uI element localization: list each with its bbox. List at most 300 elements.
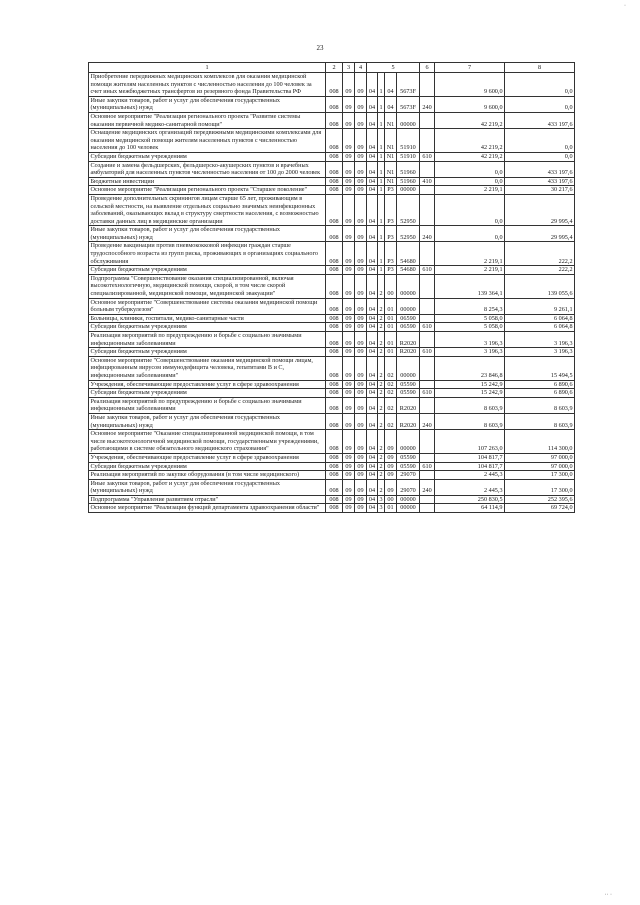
cell-amount-8: 29 995,4 <box>505 226 575 242</box>
cell-code-5c: 01 <box>385 323 397 332</box>
header-col-2: 2 <box>326 63 343 73</box>
row-name: Подпрограмма "Управление развитием отрасли" <box>89 495 326 504</box>
cell-code-2: 008 <box>326 332 343 348</box>
cell-amount-7: 0,0 <box>435 177 505 186</box>
row-name: Учреждения, обеспечивающие предоставление услуг в сфере здравоохранения <box>89 453 326 462</box>
row-name: Иные закупки товаров, работ и услуг для обеспечения государственных (муниципальных) нужд <box>89 96 326 112</box>
cell-code-6: 610 <box>420 348 435 357</box>
cell-code-5d: 06590 <box>397 323 420 332</box>
cell-code-5b: 2 <box>379 471 383 479</box>
row-name: Проведение вакцинации против пневмококковой инфекции граждан старше трудоспособного возраста из групп риска, проживающих в организациях социального обслуживания <box>89 242 326 266</box>
cell-code-2: 008 <box>326 471 343 480</box>
cell-code-5b: 1 <box>378 161 385 177</box>
cell-code-5b: 1 <box>378 194 385 225</box>
cell-code-5a: 04 <box>367 479 378 495</box>
cell-code-5d: 00000 <box>397 186 420 195</box>
cell-code-3: 09 <box>343 161 355 177</box>
cell-code-5c: P3 <box>385 186 397 195</box>
cell-code-3: 09 <box>343 298 355 314</box>
cell-code-5d: 06590 <box>397 314 420 323</box>
cell-code-2: 008 <box>326 152 343 161</box>
cell-code-5a: 04 <box>367 356 378 380</box>
table-row <box>89 298 575 314</box>
cell-code-6 <box>420 332 435 348</box>
cell-code-2: 008 <box>326 112 343 128</box>
cell-code-6 <box>420 380 435 389</box>
cell-code-5b: 1 <box>379 177 383 185</box>
row-name: Реализация мероприятий по предупреждению и борьбе с социально значимыми инфекционными заболеваниями <box>89 332 326 348</box>
cell-code-5c: 02 <box>385 397 397 413</box>
cell-code-5c: 00 <box>385 495 397 504</box>
cell-code-5d: R2020 <box>397 348 420 357</box>
corner-mark-top: · <box>624 3 626 9</box>
cell-code-2: 008 <box>326 129 343 153</box>
cell-amount-7: 42 219,2 <box>435 112 505 128</box>
cell-code-5b: 1 <box>379 152 383 160</box>
cell-code-5d: 51910 <box>397 152 420 161</box>
header-col-3: 3 <box>343 63 355 73</box>
cell-code-2: 008 <box>326 177 343 186</box>
cell-amount-7: 2 445,3 <box>435 471 505 480</box>
cell-code-6: 610 <box>420 462 435 471</box>
row-name: Основное мероприятие "Совершенствование оказания медицинской помощи лицам, инфицированным вирусом иммунодефицита человека, гепатитами В и С, инфекционными заболеваниями" <box>89 356 326 380</box>
cell-code-5b: 2 <box>378 479 385 495</box>
cell-amount-8: 433 197,6 <box>505 177 575 186</box>
cell-code-5b: 3 <box>379 495 383 503</box>
cell-code-5a: 04 <box>367 453 378 462</box>
cell-code-5a: 04 <box>367 298 378 314</box>
cell-amount-8: 15 494,5 <box>505 356 575 380</box>
table-row <box>89 152 575 161</box>
cell-code-4: 09 <box>355 380 367 389</box>
cell-code-5d: 00000 <box>397 356 420 380</box>
row-name: Проведение дополнительных скринингов лицам старше 65 лет, проживающим в сельской местности, на выявление отдельных социально значимых неинфекционных заболеваний, оказывающих вклад в структуру смертности населения, с возможностью доставки данных лиц в медицинские организации <box>89 194 326 225</box>
cell-amount-8: 6 890,6 <box>505 380 575 389</box>
cell-code-6 <box>420 242 435 266</box>
cell-code-5d: 54680 <box>397 242 420 266</box>
cell-amount-7: 0,0 <box>435 161 505 177</box>
cell-code-4: 09 <box>355 504 367 513</box>
cell-code-5a: 04 <box>367 397 378 413</box>
cell-code-5d: 05590 <box>397 389 420 398</box>
cell-code-4: 09 <box>355 266 367 275</box>
cell-amount-8: 433 197,6 <box>505 161 575 177</box>
cell-code-2: 008 <box>326 186 343 195</box>
cell-code-4: 09 <box>355 242 367 266</box>
cell-code-5b: 2 <box>378 298 385 314</box>
cell-code-5a: 04 <box>367 323 378 332</box>
cell-code-2: 008 <box>326 242 343 266</box>
table-row <box>89 397 575 413</box>
cell-code-6 <box>420 453 435 462</box>
table-row <box>89 323 575 332</box>
table-row <box>89 177 575 186</box>
cell-code-5c: 09 <box>385 453 397 462</box>
row-name: Субсидии бюджетным учреждениям <box>89 323 326 332</box>
cell-code-5c: N1 <box>385 129 397 153</box>
cell-code-4: 09 <box>355 298 367 314</box>
cell-amount-8: 6 064,8 <box>505 323 575 332</box>
table-row <box>89 462 575 471</box>
cell-code-6 <box>420 73 435 97</box>
cell-amount-8: 17 300,0 <box>505 471 575 480</box>
cell-code-6 <box>420 161 435 177</box>
row-name: Основное мероприятие "Реализация регионального проекта "Старшее поколение" <box>89 186 326 195</box>
cell-code-5d: 5673F <box>397 73 420 97</box>
cell-amount-7: 15 242,9 <box>435 389 505 398</box>
cell-code-5b: 2 <box>379 462 383 470</box>
table-row <box>89 226 575 242</box>
cell-code-4: 09 <box>355 430 367 454</box>
cell-amount-7: 8 603,9 <box>435 413 505 429</box>
cell-code-5c: N1 <box>385 161 397 177</box>
budget-table <box>88 62 575 513</box>
cell-code-5c: 01 <box>385 348 397 357</box>
cell-code-3: 09 <box>343 177 355 186</box>
row-name: Основное мероприятие "Совершенствование системы оказания медицинской помощи больным туберкулезом" <box>89 298 326 314</box>
cell-code-4: 09 <box>355 413 367 429</box>
cell-code-6: 240 <box>420 479 435 495</box>
cell-code-6: 410 <box>420 177 435 186</box>
row-name: Основное мероприятие "Реализация регионального проекта "Развитие системы оказания первичной медико-санитарной помощи" <box>89 112 326 128</box>
cell-code-5d: 00000 <box>397 298 420 314</box>
cell-code-5a: 04 <box>367 380 378 389</box>
cell-code-5b: 2 <box>378 413 385 429</box>
cell-code-5b: 2 <box>379 380 383 388</box>
cell-code-5a: 04 <box>367 226 378 242</box>
cell-code-4: 09 <box>355 471 367 480</box>
table-row <box>89 413 575 429</box>
cell-amount-8: 30 217,6 <box>505 186 575 195</box>
cell-code-5d: 52950 <box>397 194 420 225</box>
cell-code-5b: 2 <box>378 397 385 413</box>
cell-code-3: 09 <box>343 356 355 380</box>
cell-code-5a: 04 <box>367 266 378 275</box>
cell-code-6 <box>420 129 435 153</box>
cell-code-4: 09 <box>355 356 367 380</box>
header-col-6: 6 <box>420 63 435 73</box>
cell-code-4: 09 <box>355 453 367 462</box>
table-row <box>89 274 575 298</box>
cell-code-5c: 09 <box>385 462 397 471</box>
cell-amount-8: 139 055,6 <box>505 274 575 298</box>
cell-code-2: 008 <box>326 397 343 413</box>
cell-code-5d: 00000 <box>397 495 420 504</box>
cell-code-4: 09 <box>355 314 367 323</box>
cell-amount-7: 0,0 <box>435 194 505 225</box>
row-name: Субсидии бюджетным учреждениям <box>89 152 326 161</box>
cell-amount-7: 2 219,1 <box>435 242 505 266</box>
cell-code-5b: 1 <box>378 73 385 97</box>
cell-code-3: 09 <box>343 397 355 413</box>
cell-code-5b: 1 <box>379 266 383 274</box>
row-name: Иные закупки товаров, работ и услуг для обеспечения государственных (муниципальных) нужд <box>89 226 326 242</box>
cell-code-5b: 2 <box>379 348 383 356</box>
cell-code-5c: N1 <box>385 112 397 128</box>
cell-code-2: 008 <box>326 479 343 495</box>
row-name: Оснащение медицинских организаций передвижными медицинскими комплексами для оказания медицинской помощи жителям населенных пунктов с численностью населения до 100 человек <box>89 129 326 153</box>
cell-amount-8: 0,0 <box>505 129 575 153</box>
cell-code-3: 09 <box>343 129 355 153</box>
cell-code-4: 09 <box>355 112 367 128</box>
cell-code-2: 008 <box>326 430 343 454</box>
table-row <box>89 186 575 195</box>
cell-code-6 <box>420 356 435 380</box>
cell-code-3: 09 <box>343 186 355 195</box>
cell-code-5d: R2020 <box>397 397 420 413</box>
cell-amount-7: 3 196,3 <box>435 348 505 357</box>
cell-code-3: 09 <box>343 194 355 225</box>
cell-code-6 <box>420 298 435 314</box>
cell-code-2: 008 <box>326 389 343 398</box>
cell-code-5a: 04 <box>367 471 378 480</box>
cell-amount-7: 250 830,5 <box>435 495 505 504</box>
cell-code-5d: 52950 <box>397 226 420 242</box>
header-col-8: 8 <box>505 63 575 73</box>
cell-code-3: 09 <box>343 266 355 275</box>
cell-code-5b: 1 <box>379 186 383 194</box>
cell-code-2: 008 <box>326 226 343 242</box>
cell-amount-8: 6 890,6 <box>505 389 575 398</box>
row-name: Основное мероприятие "Оказание специализированной медицинской помощи, в том числе высокотехнологичной медицинской помощи, государственными учреждениями, работающими в системе обязательного медицинского страхования" <box>89 430 326 454</box>
cell-amount-8: 9 261,1 <box>505 298 575 314</box>
cell-code-5a: 04 <box>367 430 378 454</box>
table-row <box>89 495 575 504</box>
cell-code-2: 008 <box>326 453 343 462</box>
row-name: Субсидии бюджетным учреждениям <box>89 462 326 471</box>
cell-code-5c: 00 <box>385 274 397 298</box>
cell-code-5c: 09 <box>385 471 397 480</box>
header-col-4: 4 <box>355 63 367 73</box>
cell-code-4: 09 <box>355 152 367 161</box>
cell-code-2: 008 <box>326 348 343 357</box>
cell-code-4: 09 <box>355 348 367 357</box>
cell-code-5d: 29070 <box>397 471 420 480</box>
row-name: Учреждения, обеспечивающие предоставление услуг в сфере здравоохранения <box>89 380 326 389</box>
cell-amount-7: 8 254,3 <box>435 298 505 314</box>
cell-code-2: 008 <box>326 413 343 429</box>
row-name: Субсидии бюджетным учреждениям <box>89 266 326 275</box>
cell-code-4: 09 <box>355 129 367 153</box>
cell-code-6 <box>420 430 435 454</box>
cell-amount-8: 433 197,6 <box>505 112 575 128</box>
cell-code-2: 008 <box>326 504 343 513</box>
row-name: Создание и замена фельдшерских, фельдшерско-акушерских пунктов и врачебных амбулаторий для населенных пунктов численностью населения от 100 до 2000 человек <box>89 161 326 177</box>
cell-code-3: 09 <box>343 504 355 513</box>
cell-code-3: 09 <box>343 389 355 398</box>
cell-code-6: 240 <box>420 413 435 429</box>
cell-amount-7: 0,0 <box>435 226 505 242</box>
cell-code-5c: 01 <box>385 314 397 323</box>
cell-code-5c: 02 <box>385 380 397 389</box>
table-row <box>89 389 575 398</box>
cell-amount-7: 23 846,8 <box>435 356 505 380</box>
cell-code-3: 09 <box>343 314 355 323</box>
cell-code-5a: 04 <box>367 194 378 225</box>
cell-code-5d: 5673F <box>397 96 420 112</box>
table-row <box>89 194 575 225</box>
cell-code-5c: 02 <box>385 389 397 398</box>
table-row <box>89 314 575 323</box>
cell-code-6 <box>420 314 435 323</box>
cell-code-3: 09 <box>343 242 355 266</box>
cell-code-5b: 2 <box>378 356 385 380</box>
cell-code-5a: 04 <box>367 177 378 186</box>
row-name: Субсидии бюджетным учреждениям <box>89 389 326 398</box>
cell-code-2: 008 <box>326 266 343 275</box>
cell-code-5a: 04 <box>367 274 378 298</box>
cell-code-5d: R2020 <box>397 332 420 348</box>
cell-code-3: 09 <box>343 413 355 429</box>
cell-code-5d: 51910 <box>397 129 420 153</box>
cell-amount-7: 9 600,0 <box>435 73 505 97</box>
cell-code-5b: 2 <box>378 274 385 298</box>
cell-code-3: 09 <box>343 274 355 298</box>
cell-code-6: 610 <box>420 266 435 275</box>
cell-code-5d: 05590 <box>397 453 420 462</box>
table-row <box>89 430 575 454</box>
cell-code-2: 008 <box>326 380 343 389</box>
cell-amount-7: 2 219,1 <box>435 186 505 195</box>
cell-amount-8: 29 995,4 <box>505 194 575 225</box>
cell-amount-7: 139 364,1 <box>435 274 505 298</box>
cell-code-5d: 54680 <box>397 266 420 275</box>
cell-code-5c: 02 <box>385 356 397 380</box>
cell-code-4: 09 <box>355 274 367 298</box>
cell-code-5c: P3 <box>385 242 397 266</box>
row-name: Основное мероприятие "Реализация функций департамента здравоохранения области" <box>89 504 326 513</box>
cell-code-5c: 04 <box>385 96 397 112</box>
cell-code-5c: 04 <box>385 73 397 97</box>
cell-code-4: 09 <box>355 161 367 177</box>
header-col-5: 5 <box>367 63 420 73</box>
cell-code-5b: 1 <box>378 112 385 128</box>
cell-code-5b: 2 <box>379 453 383 461</box>
cell-code-2: 008 <box>326 161 343 177</box>
cell-code-5d: 29070 <box>397 479 420 495</box>
cell-code-2: 008 <box>326 274 343 298</box>
cell-code-2: 008 <box>326 96 343 112</box>
cell-code-6 <box>420 274 435 298</box>
cell-code-6 <box>420 397 435 413</box>
cell-code-5a: 04 <box>367 495 378 504</box>
cell-code-3: 09 <box>343 73 355 97</box>
cell-code-5c: N1 <box>385 177 397 186</box>
cell-code-5d: R2020 <box>397 413 420 429</box>
cell-code-5a: 04 <box>367 413 378 429</box>
cell-code-5a: 04 <box>367 129 378 153</box>
cell-code-4: 09 <box>355 194 367 225</box>
table-row <box>89 96 575 112</box>
table-row <box>89 266 575 275</box>
cell-amount-7: 15 242,9 <box>435 380 505 389</box>
cell-amount-7: 3 196,3 <box>435 332 505 348</box>
cell-code-5c: 01 <box>385 298 397 314</box>
cell-code-5b: 2 <box>379 389 383 397</box>
cell-code-4: 09 <box>355 389 367 398</box>
cell-code-4: 09 <box>355 397 367 413</box>
cell-code-5a: 04 <box>367 112 378 128</box>
cell-code-3: 09 <box>343 323 355 332</box>
cell-amount-8: 97 000,0 <box>505 462 575 471</box>
cell-code-5c: 09 <box>385 430 397 454</box>
cell-amount-7: 64 114,9 <box>435 504 505 513</box>
cell-code-5c: N1 <box>385 152 397 161</box>
cell-code-5a: 04 <box>367 161 378 177</box>
header-col-1: 1 <box>89 63 326 73</box>
cell-code-5a: 04 <box>367 73 378 97</box>
cell-code-5b: 1 <box>378 242 385 266</box>
cell-code-6 <box>420 495 435 504</box>
cell-code-3: 09 <box>343 462 355 471</box>
cell-amount-7: 107 263,0 <box>435 430 505 454</box>
cell-code-5a: 04 <box>367 504 378 513</box>
cell-amount-8: 97 000,0 <box>505 453 575 462</box>
table-row <box>89 356 575 380</box>
cell-code-5a: 04 <box>367 462 378 471</box>
cell-amount-8: 8 603,9 <box>505 397 575 413</box>
cell-code-3: 09 <box>343 380 355 389</box>
cell-code-3: 09 <box>343 430 355 454</box>
budget-table-body <box>89 73 575 513</box>
cell-code-5b: 2 <box>379 323 383 331</box>
cell-amount-8: 69 724,0 <box>505 504 575 513</box>
corner-mark-bottom: ·· · <box>604 892 612 898</box>
cell-amount-7: 5 058,0 <box>435 314 505 323</box>
cell-code-4: 09 <box>355 73 367 97</box>
cell-amount-8: 3 196,3 <box>505 332 575 348</box>
cell-code-6 <box>420 112 435 128</box>
table-row <box>89 112 575 128</box>
cell-code-5d: 00000 <box>397 504 420 513</box>
cell-amount-7: 104 817,7 <box>435 453 505 462</box>
table-row <box>89 380 575 389</box>
row-name: Приобретение передвижных медицинских комплексов для оказания медицинской помощи жителям населенных пунктов с численностью населения до 100 человек за счет иных межбюджетных трансфертов из резервного фонда Правительства РФ <box>89 73 326 97</box>
row-name: Реализация мероприятий по предупреждению и борьбе с социально значимыми инфекционными заболеваниями <box>89 397 326 413</box>
row-name: Подпрограмма "Совершенствование оказания специализированной, включая высокотехнологичную, медицинской помощи, скорой, в том числе скорой специализированной, медицинской помощи, медицинской эвакуации" <box>89 274 326 298</box>
cell-code-3: 09 <box>343 453 355 462</box>
cell-code-6 <box>420 471 435 480</box>
cell-code-3: 09 <box>343 348 355 357</box>
cell-code-5c: P3 <box>385 226 397 242</box>
cell-code-5a: 04 <box>367 389 378 398</box>
cell-amount-8: 0,0 <box>505 152 575 161</box>
cell-code-5a: 04 <box>367 242 378 266</box>
cell-amount-8: 3 196,3 <box>505 348 575 357</box>
cell-code-2: 008 <box>326 495 343 504</box>
cell-code-5a: 04 <box>367 314 378 323</box>
table-row <box>89 348 575 357</box>
cell-code-4: 09 <box>355 462 367 471</box>
cell-code-5a: 04 <box>367 152 378 161</box>
row-name: Иные закупки товаров, работ и услуг для обеспечения государственных (муниципальных) нужд <box>89 413 326 429</box>
row-name: Иные закупки товаров, работ и услуг для обеспечения государственных (муниципальных) нужд <box>89 479 326 495</box>
cell-code-4: 09 <box>355 323 367 332</box>
cell-code-5d: 05590 <box>397 380 420 389</box>
row-name: Бюджетные инвестиции <box>89 177 326 186</box>
cell-amount-7: 2 219,1 <box>435 266 505 275</box>
cell-code-4: 09 <box>355 186 367 195</box>
cell-code-5a: 04 <box>367 96 378 112</box>
cell-code-6 <box>420 186 435 195</box>
cell-code-5d: 00000 <box>397 274 420 298</box>
cell-code-3: 09 <box>343 112 355 128</box>
cell-code-3: 09 <box>343 471 355 480</box>
cell-code-5c: 01 <box>385 504 397 513</box>
cell-code-4: 09 <box>355 495 367 504</box>
table-row <box>89 453 575 462</box>
cell-code-5c: 09 <box>385 479 397 495</box>
